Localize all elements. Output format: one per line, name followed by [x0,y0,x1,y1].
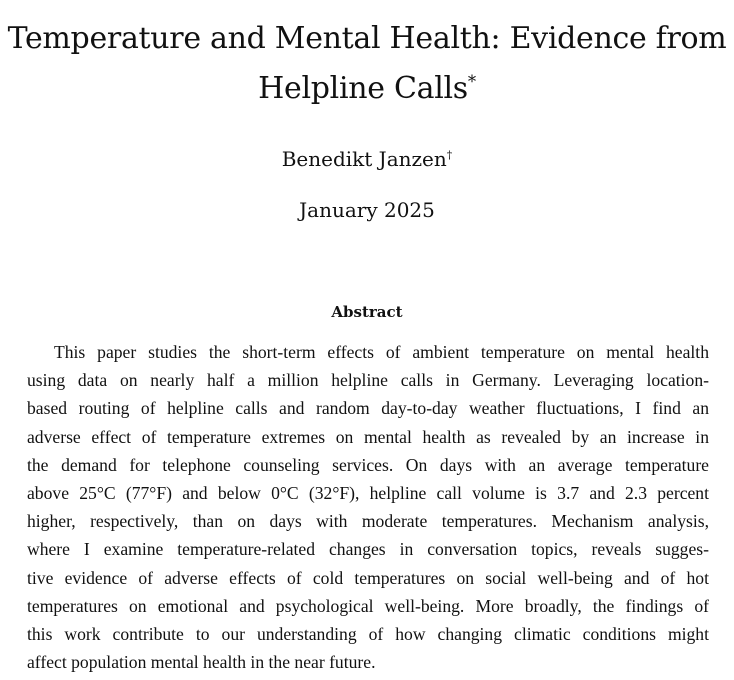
publication-date: January 2025 [299,198,435,222]
author-name-text: Benedikt Janzen [281,147,447,171]
abstract-line: this work contribute to our understanding of how changing climatic conditions might [27,624,709,645]
abstract-line: the demand for telephone counseling services. On days with an average temperature [27,454,709,475]
paper-title-line-2-text: Helpline Calls [258,71,468,106]
abstract-heading: Abstract [331,303,403,321]
abstract-line: adverse effect of temperature extremes on mental health as revealed by an increase in [27,426,709,447]
abstract-line: based routing of helpline calls and random day-to-day weather fluctuations, I find an [27,398,709,419]
paper-title-line-1: Temperature and Mental Health: Evidence from [7,21,727,56]
abstract-line: using data on nearly half a million helpline calls in Germany. Leveraging location- [27,370,709,391]
abstract-line: where I examine temperature-related changes in conversation topics, reveals sugges- [27,539,709,560]
abstract-line: affect population mental health in the near future. [27,652,376,673]
author-footnote-mark[interactable]: † [446,148,453,162]
paper-title-line-2 [0,64,734,114]
abstract-line: above 25°C (77°F) and below 0°C (32°F), helpline call volume is 3.7 and 2.3 percent [27,483,709,504]
paper-title [0,14,734,114]
abstract-line: higher, respectively, than on days with moderate temperatures. Mechanism analysis, [27,511,709,532]
title-footnote-mark[interactable]: * [467,72,476,91]
abstract-line: tive evidence of adverse effects of cold temperatures on social well-being and of hot [27,567,709,588]
abstract-line: This paper studies the short-term effects of ambient temperature on mental health [54,342,709,362]
abstract-body [27,338,709,676]
abstract-line: temperatures on emotional and psychological well-being. More broadly, the findings of [27,595,709,616]
author-name [0,144,734,174]
